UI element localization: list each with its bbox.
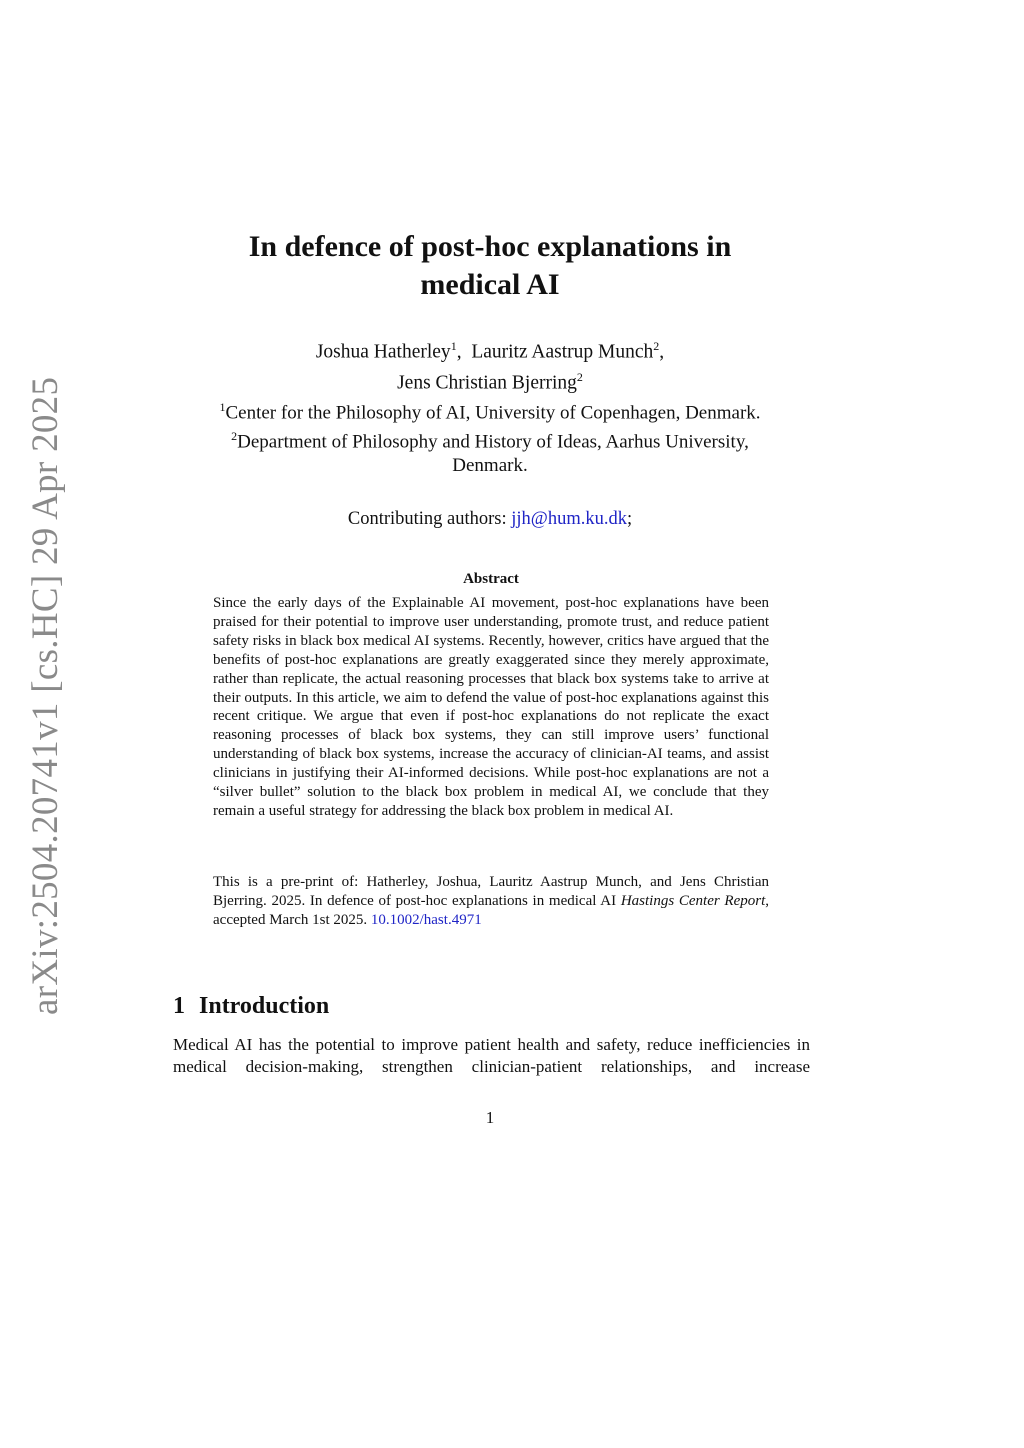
section-title: Introduction: [199, 993, 330, 1019]
affiliation-text: Center for the Philosophy of AI, University of Copenhagen, Denmark.: [225, 402, 761, 424]
arxiv-side-stamp: arXiv:2504.20741v1 [cs.HC] 29 Apr 2025: [25, 376, 66, 1015]
author-list: [170, 334, 810, 395]
intro-paragraph: Medical AI has the potential to improve patient health and safety, reduce inefficiencies in medical decision-making, strengthen clinician-patient relationships, and increase: [173, 1035, 810, 1076]
doi-link[interactable]: 10.1002/hast.4971: [370, 912, 482, 928]
author-name: Joshua Hatherley: [315, 341, 451, 363]
section-heading: [173, 990, 329, 1022]
preprint-citation: This is a pre-print of: Hatherley, Joshua, Lauritz Aastrup Munch, and Jens Christian Bjerring. 2025. In defence of post-hoc explanations in medical AI: [213, 874, 769, 909]
affiliation-text: Department of Philosophy and History of Ideas, Aarhus University, Denmark.: [237, 431, 749, 476]
contrib-suffix: ;: [627, 509, 633, 529]
page-number: 1: [485, 1108, 495, 1127]
journal-name: Hastings Center Report: [620, 893, 766, 909]
author-affiliation-mark: 2: [576, 369, 583, 384]
author-name: Jens Christian Bjerring: [397, 372, 577, 393]
author-line-2: [170, 365, 810, 396]
title-line-1: In defence of post-hoc explanations in: [248, 230, 732, 263]
preprint-note: [213, 873, 769, 930]
abstract-heading: Abstract: [463, 571, 519, 587]
affiliation-mark: 2: [231, 428, 238, 443]
contrib-label: Contributing authors:: [347, 509, 512, 529]
author-affiliation-mark: 2: [653, 339, 660, 353]
affiliation-list: [150, 396, 830, 477]
title-line-2: medical AI: [420, 268, 560, 301]
affiliation-1: [150, 396, 830, 425]
author-line-1: Joshua Hatherley$^1$, Lauritz Aastrup Munch$^2$,: [315, 339, 665, 363]
author-name: Lauritz Aastrup Munch: [471, 341, 654, 363]
section-number: 1: [173, 993, 185, 1019]
affiliation-mark: 1: [219, 400, 226, 414]
paper-title: [170, 228, 810, 304]
contributing-authors: [170, 507, 810, 531]
abstract-text: Since the early days of the Explainable AI movement, post-hoc explanations have been praised for their potential to improve user understanding, promote trust, and reduce patient safety risks in black box medical AI systems. Recently, however, critics have argued that the benefits of post-hoc explanations are greatly exaggerated since they merely approximate, rather than replicate, the actual reasoning processes that black box systems take to arrive at their outputs. In this article, we aim to defend the value of post-hoc explanations against this recent critique. We argue that even if post-hoc explanations do not replicate the exact reasoning processes of black box systems, they can still improve users’ functional understanding of black box systems, increase the accuracy of clinician-AI teams, and assist clinicians in justifying their AI-informed decisions. While post-hoc explanations are not a “silver bullet” solution to the black box problem in medical AI, we conclude that they remain a useful strategy for addressing the black box problem in medical AI.: [213, 595, 769, 819]
author-affiliation-mark: 1: [450, 339, 457, 353]
affiliation-2: [150, 425, 830, 477]
preprint-acceptance: , accepted March 1st 2025.: [213, 893, 769, 928]
email-link[interactable]: jjh@hum.ku.dk: [511, 509, 627, 529]
